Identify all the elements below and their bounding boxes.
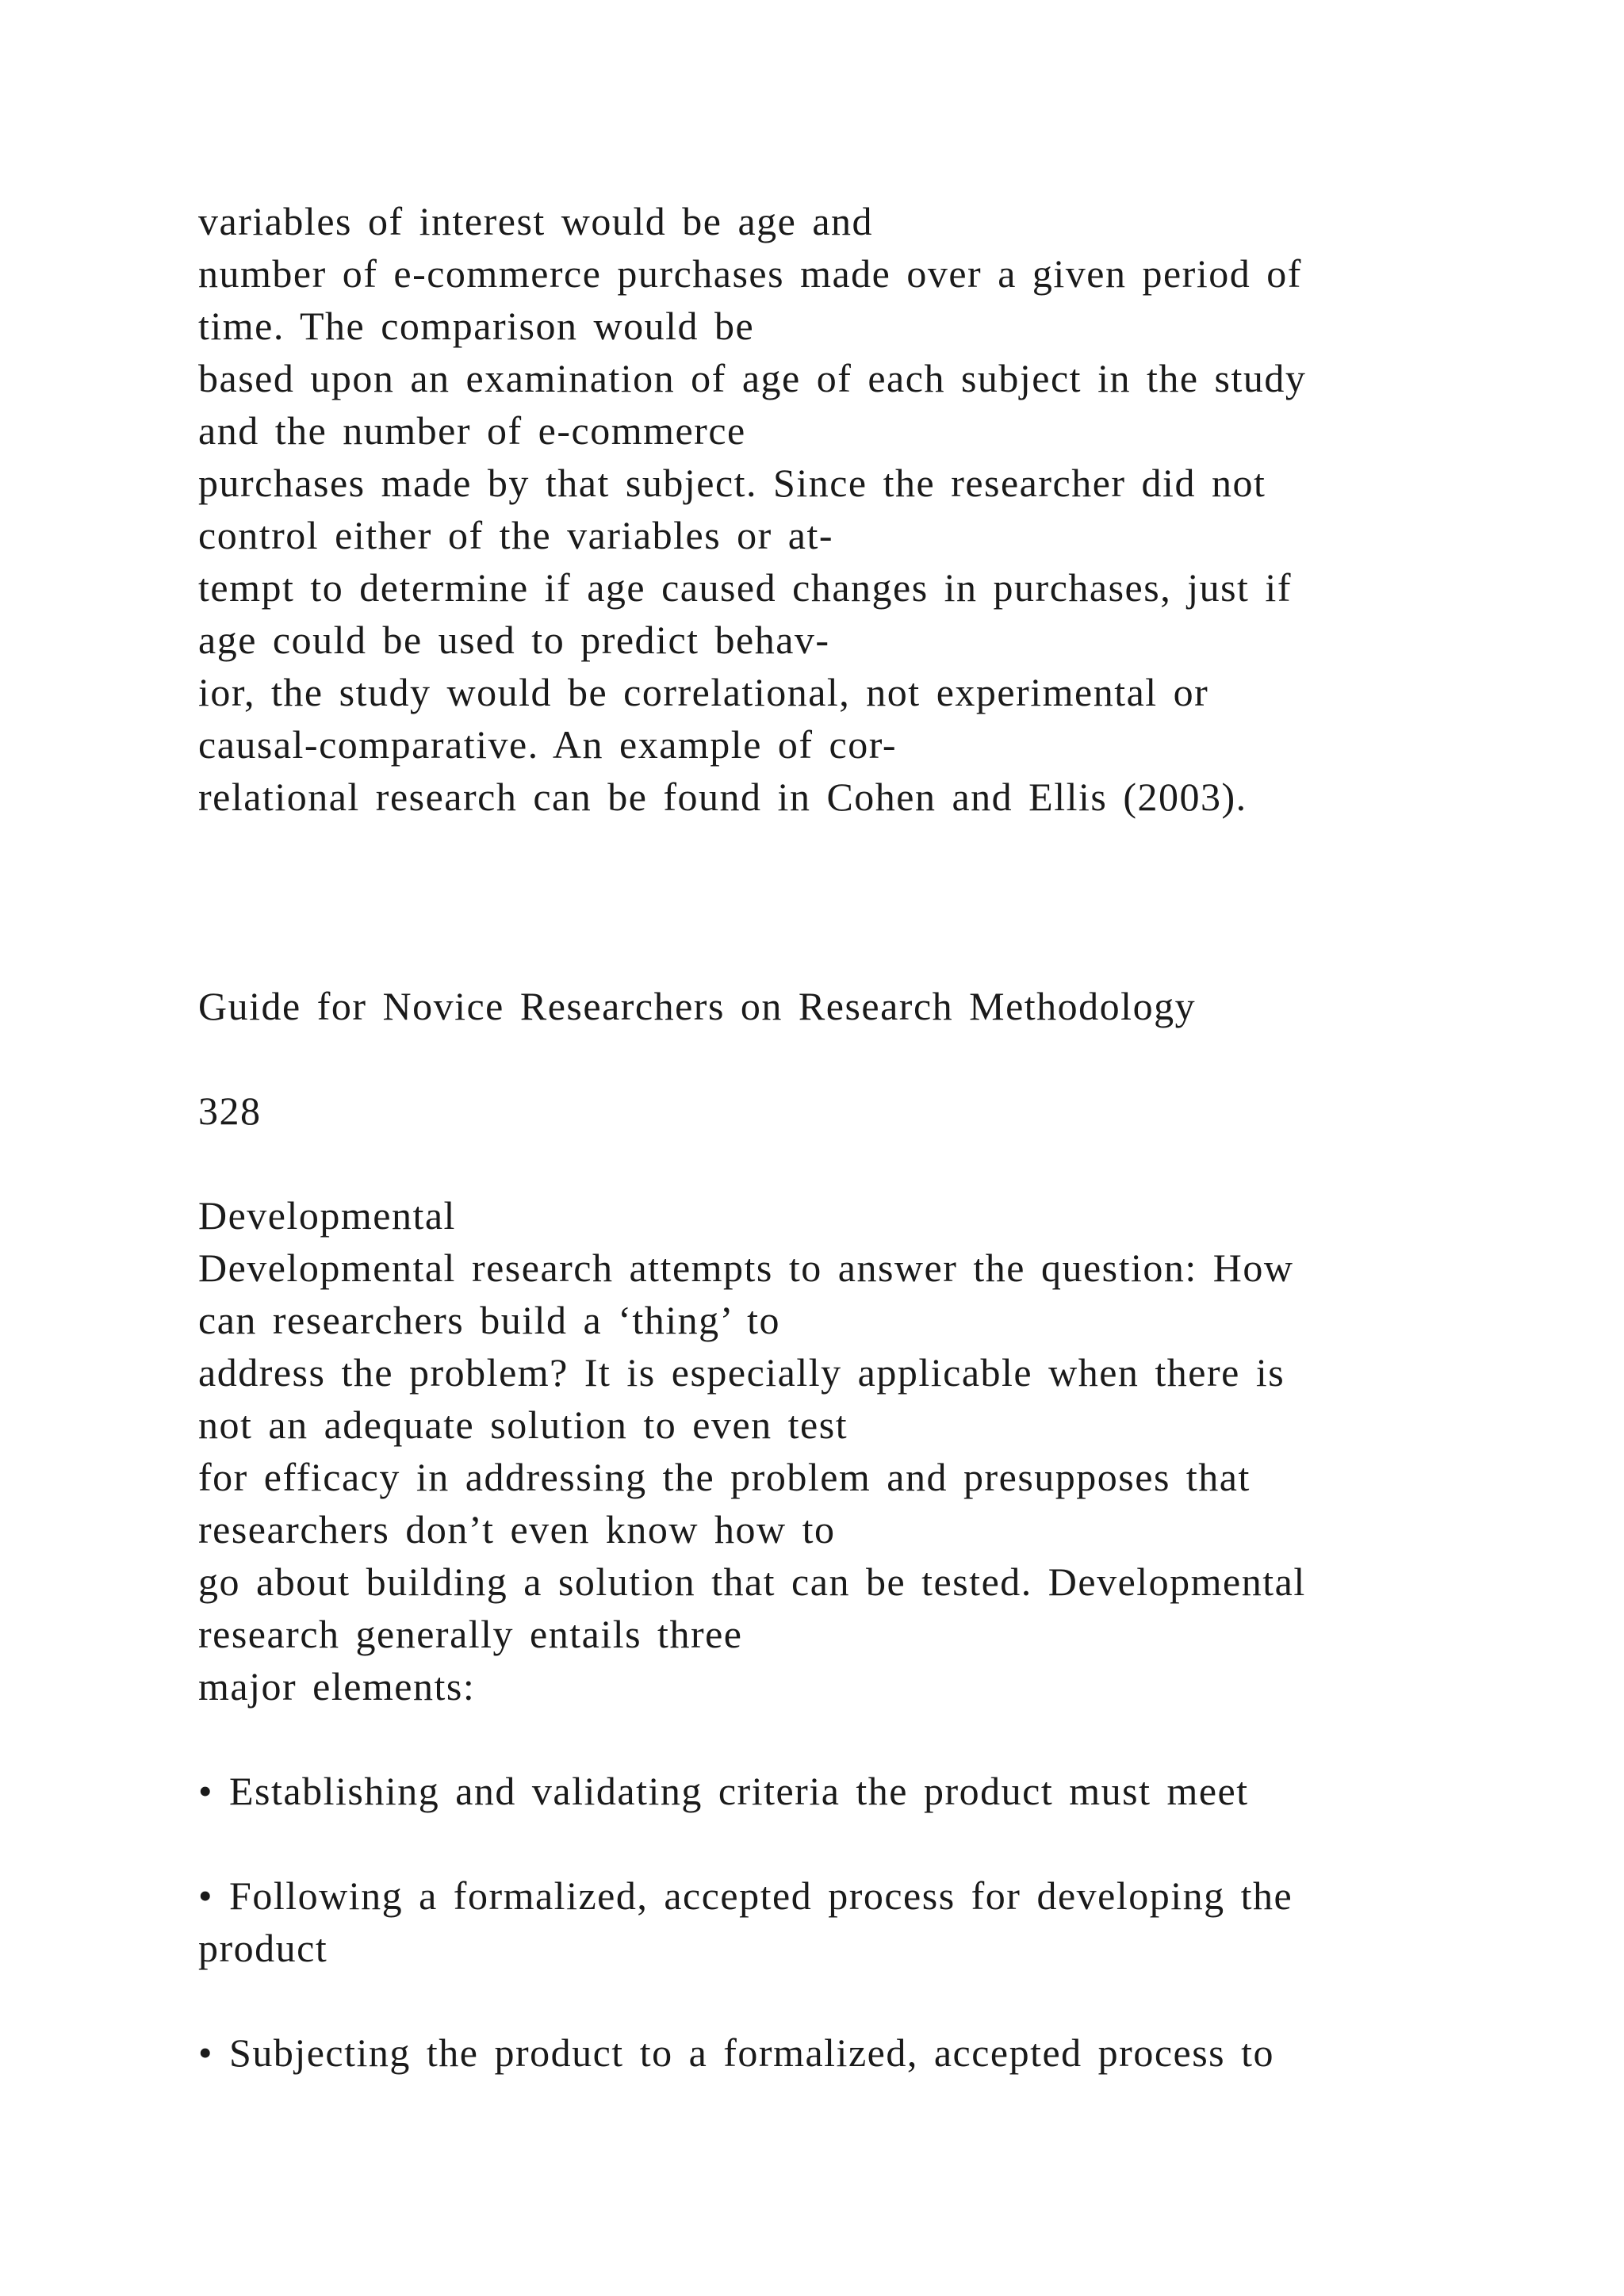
text-line: based upon an examination of age of each subject in the study (198, 356, 1307, 400)
text-line: age could be used to predict behav- (198, 618, 830, 662)
paragraph-correlational (198, 195, 1467, 823)
bullet-item-subjecting (198, 2026, 1467, 2079)
text-line: control either of the variables or at- (198, 513, 834, 557)
text-line: Developmental research attempts to answer the question: How (198, 1246, 1294, 1290)
text-line: researchers don’t even know how to (198, 1507, 836, 1552)
text-line: ior, the study would be correlational, not experimental or (198, 670, 1209, 714)
text-line: variables of interest would be age and (198, 199, 874, 243)
bullet-item-criteria (198, 1765, 1467, 1817)
text-line: time. The comparison would be (198, 304, 755, 348)
text-line: purchases made by that subject. Since the researcher did not (198, 461, 1266, 505)
bullet-text-line: • Following a formalized, accepted process for developing the (198, 1873, 1293, 1918)
bullet-text-line: • Establishing and validating criteria the product must meet (198, 1769, 1249, 1813)
text-line: tempt to determine if age caused changes in purchases, just if (198, 565, 1292, 610)
page-number-text: 328 (198, 1089, 262, 1133)
text-line: causal-comparative. An example of cor- (198, 722, 898, 767)
text-line: number of e-commerce purchases made over a given period of (198, 251, 1302, 296)
bullet-item-process (198, 1869, 1467, 1974)
running-header-text: Guide for Novice Researchers on Research Methodology (198, 984, 1197, 1028)
bullet-text-line: • Subjecting the product to a formalized, accepted process to (198, 2030, 1275, 2075)
section-heading: Developmental (198, 1193, 456, 1238)
text-line: research generally entails three (198, 1612, 743, 1656)
text-line: can researchers build a ‘thing’ to (198, 1298, 780, 1342)
text-line: and the number of e-commerce (198, 408, 746, 453)
section-developmental (198, 1189, 1467, 1712)
page-number (198, 1085, 1467, 1137)
text-line: go about building a solution that can be tested. Developmental (198, 1559, 1306, 1604)
text-line: relational research can be found in Cohen and Ellis (2003). (198, 775, 1247, 819)
text-line: major elements: (198, 1664, 476, 1709)
text-line: address the problem? It is especially applicable when there is (198, 1350, 1285, 1395)
text-line: not an adequate solution to even test (198, 1402, 848, 1447)
text-line: for efficacy in addressing the problem and presupposes that (198, 1455, 1251, 1499)
running-header (198, 980, 1467, 1032)
bullet-text-line: product (198, 1926, 328, 1970)
